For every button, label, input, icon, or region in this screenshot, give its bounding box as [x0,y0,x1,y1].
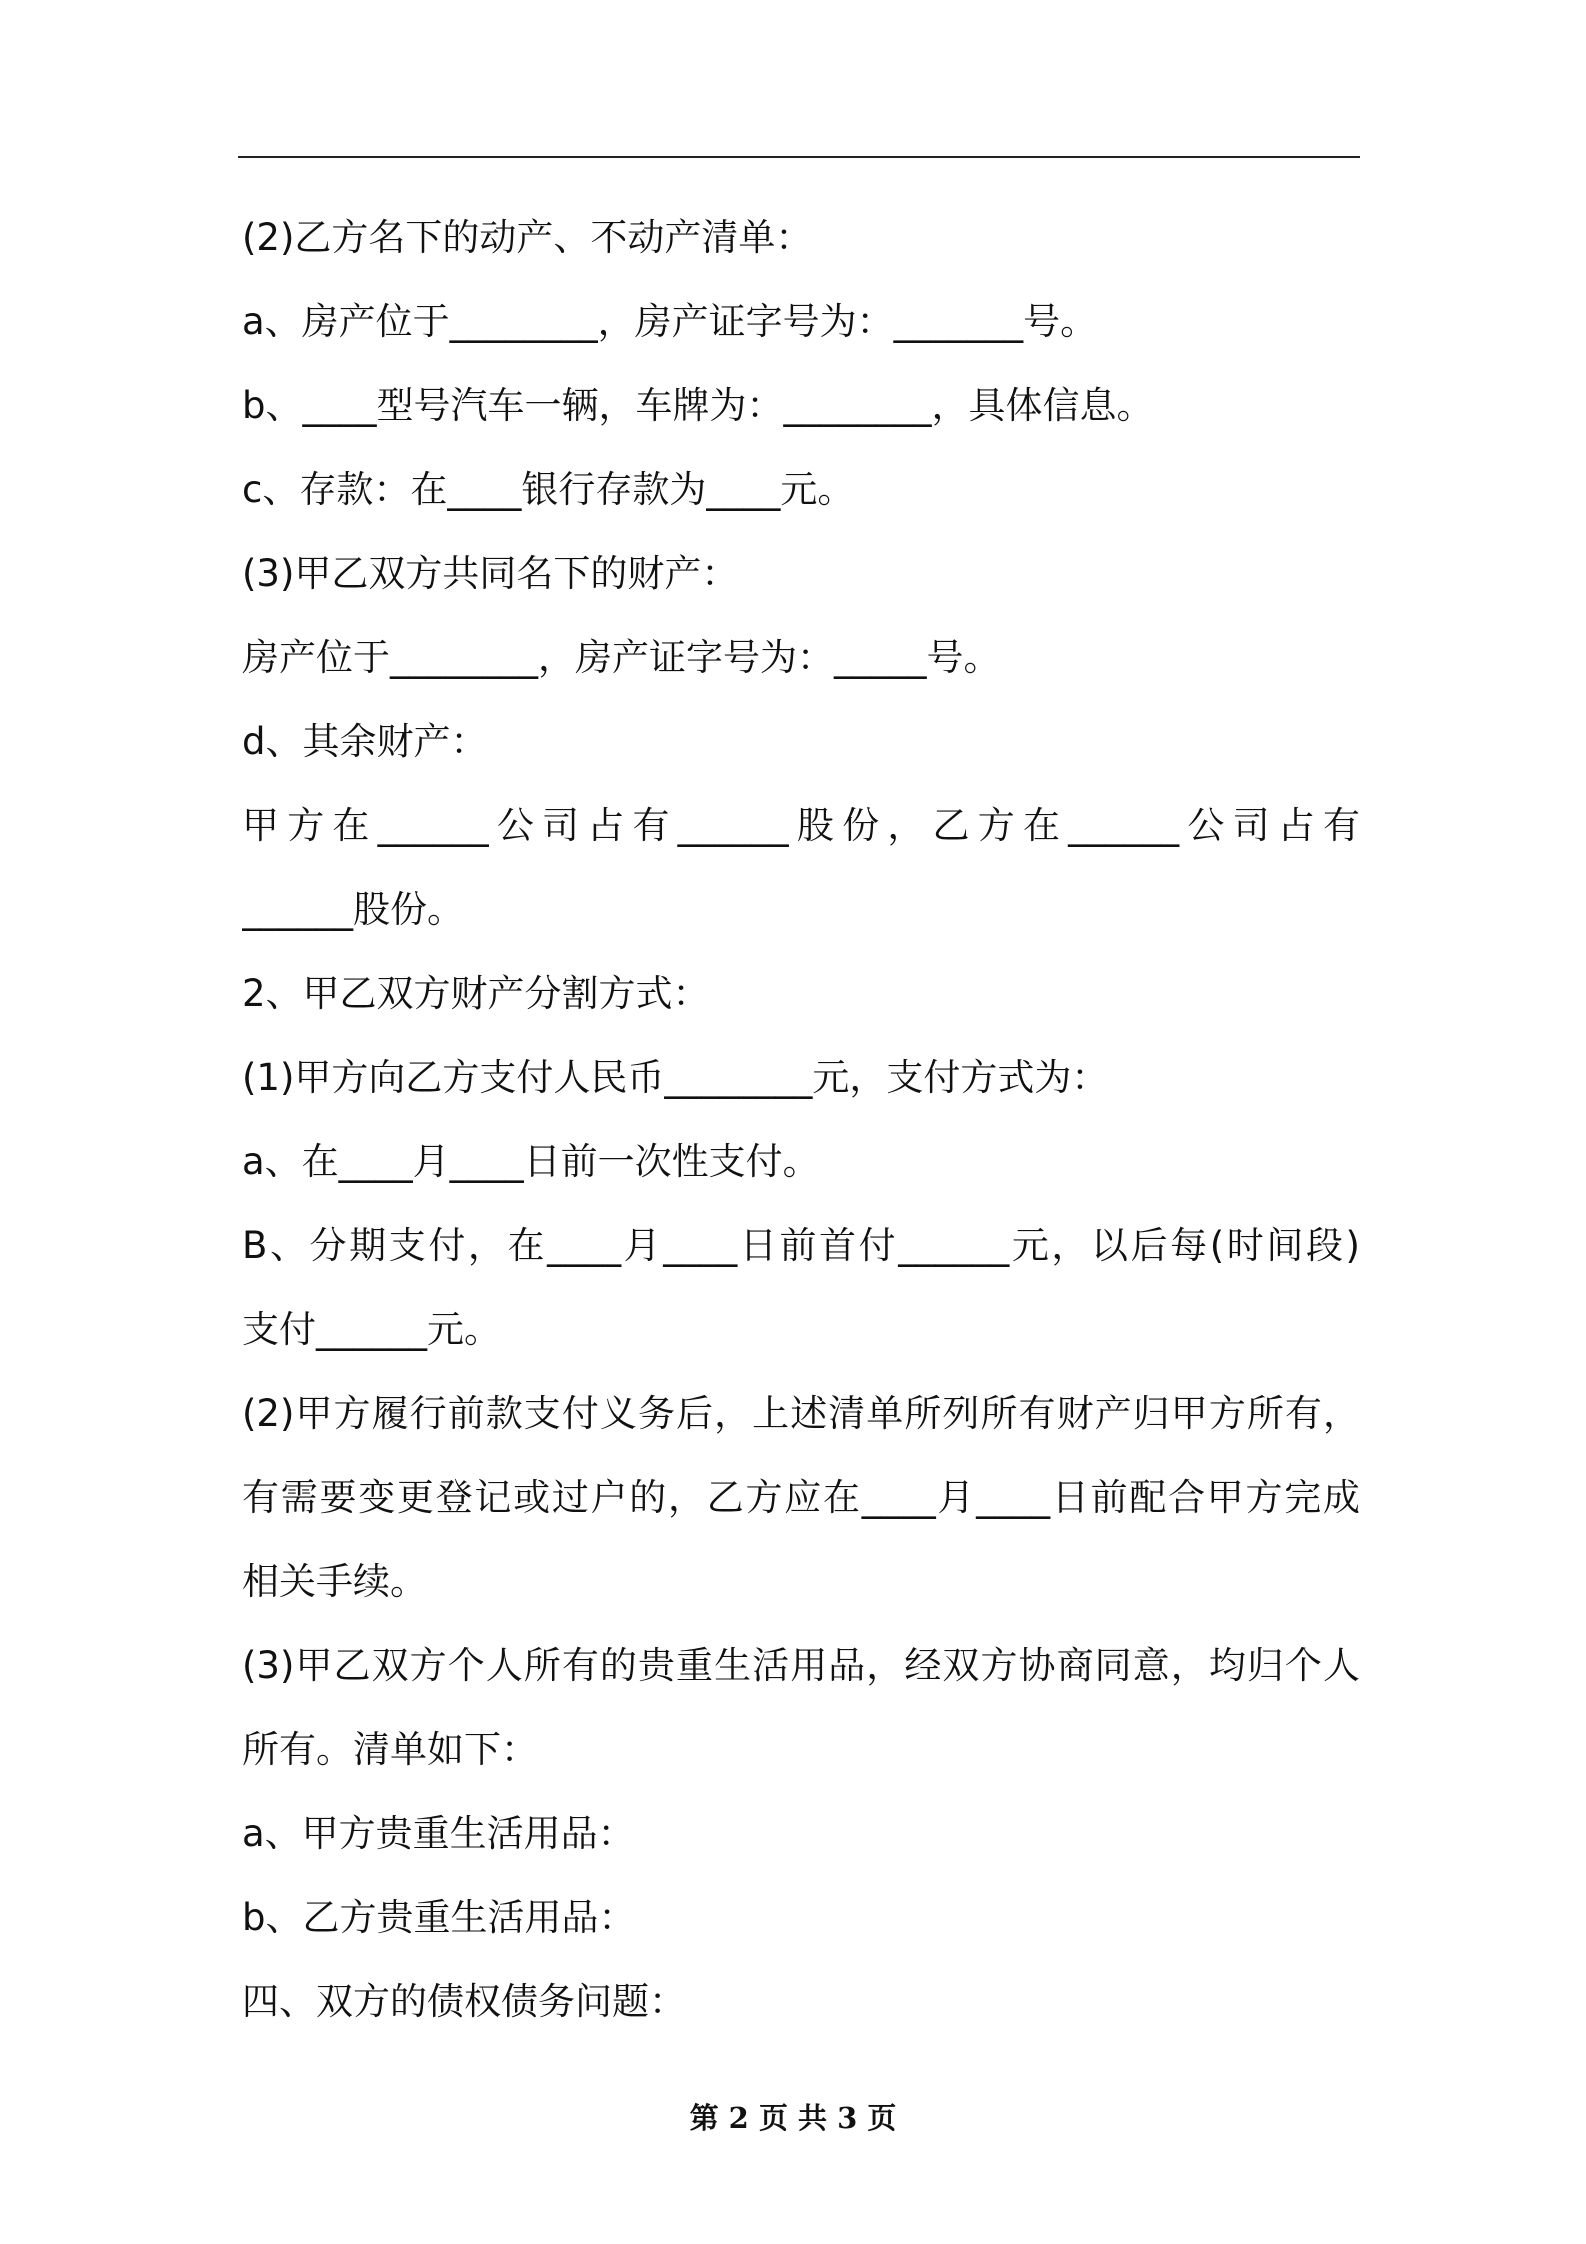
text-line: b、____型号汽车一辆，车牌为：________，具体信息。 [242,384,1154,427]
text-line: 支付______元。 [242,1308,501,1351]
text-line: 有需要变更登记或过户的，乙方应在____月____日前配合甲方完成 [242,1476,1360,1519]
text-line: 所有。清单如下： [242,1728,538,1771]
header-rule [238,156,1360,158]
text-line: 相关手续。 [242,1560,427,1603]
text-line: (3)甲乙双方个人所有的贵重生活用品，经双方协商同意，均归个人 [242,1644,1360,1687]
text-line: (1)甲方向乙方支付人民币________元，支付方式为： [242,1056,1109,1099]
text-line: b、乙方贵重生活用品： [242,1896,636,1939]
text-line: a、甲方贵重生活用品： [242,1812,635,1855]
text-line: B、分期支付，在____月____日前首付______元，以后每(时间段) [242,1224,1360,1267]
text-line: (3)甲乙双方共同名下的财产： [242,552,739,595]
text-line: a、房产位于________，房产证字号为：_______号。 [242,300,1098,343]
text-line: 2、甲乙双方财产分割方式： [242,972,710,1015]
text-line: (2)乙方名下的动产、不动产清单： [242,216,813,259]
text-line: 房产位于________，房产证字号为：_____号。 [242,636,1001,679]
text-line: ______股份。 [242,888,464,931]
text-line: 甲方在______公司占有______股份，乙方在______公司占有 [242,804,1360,847]
text-line: c、存款：在____银行存款为____元。 [242,468,855,511]
text-line: (2)甲方履行前款支付义务后，上述清单所列所有财产归甲方所有， [242,1392,1360,1435]
text-line: a、在____月____日前一次性支付。 [242,1140,820,1183]
text-line: 四、双方的债权债务问题： [242,1980,686,2023]
text-line: d、其余财产： [242,720,488,763]
page-number-footer: 第 2 页 共 3 页 [689,2101,897,2135]
document-body [242,196,1360,2044]
